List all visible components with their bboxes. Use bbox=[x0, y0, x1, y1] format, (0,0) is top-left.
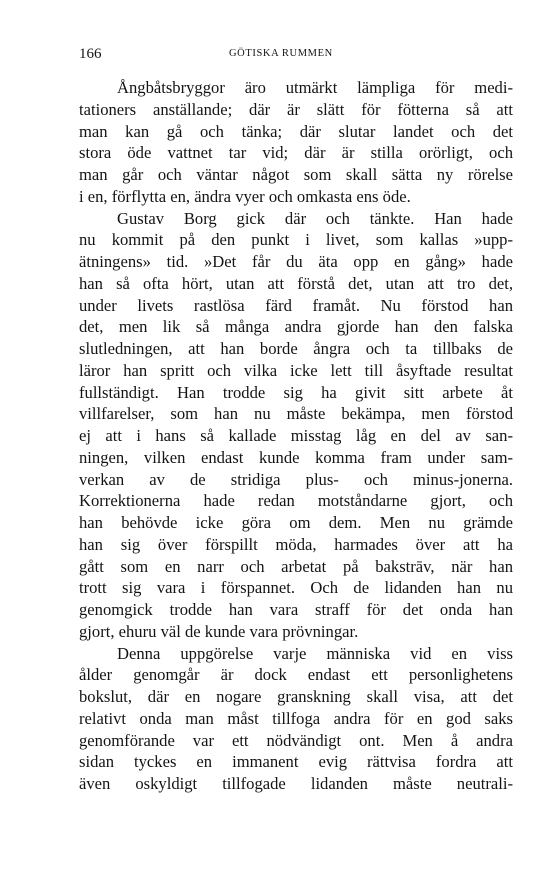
text-line: under livets rastlösa färd framåt. Nu förstod han bbox=[79, 295, 513, 315]
body-text bbox=[79, 77, 513, 795]
text-line: Ångbåtsbryggor äro utmärkt lämpliga för medi- bbox=[117, 78, 513, 97]
text-line: läror han spritt och vilka icke lett till åsyftade resultat bbox=[79, 360, 513, 380]
text-line: han så ofta hört, utan att förstå det, utan att tro det, bbox=[79, 273, 513, 293]
text-line: gått som en narr och arbetat på bakstrāv, när han bbox=[79, 556, 513, 576]
text-line: ej att i hans så kallade misstag låg en del av san- bbox=[79, 426, 513, 445]
text-line: tationers anställande; där är slätt för fötterna så att bbox=[79, 99, 513, 119]
text-line: trott sig vara i förspannet. Och de lidanden han nu bbox=[79, 578, 513, 598]
text-line: man kan gå och tänka; där slutar landet och det bbox=[79, 121, 513, 141]
text-line: ålder genomgår är dock endast ett personlighetens bbox=[79, 665, 513, 685]
text-line: Denna uppgörelse varje människa vid en viss bbox=[117, 643, 513, 663]
text-line: relativt onda man måst tillfoga andra för en god saks bbox=[79, 708, 513, 728]
text-line: ätningens» tid. »Det får du äta opp en gång» hade bbox=[79, 252, 513, 271]
text-line: man går och väntar något som skall sätta ny rörelse bbox=[79, 165, 513, 184]
text-line: verkan av de stridiga plus- och minus-jonerna. bbox=[79, 469, 513, 489]
text-line: Gustav Borg gick där och tänkte. Han hade bbox=[117, 208, 513, 228]
text-line: även oskyldigt tillfogade lidanden måste neutrali- bbox=[79, 774, 513, 793]
text-line: han sig över förspillt möda, harmades över att ha bbox=[79, 534, 513, 554]
text-line: gjort, ehuru väl de kunde vara prövningar. bbox=[79, 621, 359, 641]
text-line: genomgick trodde han vara straff för det onda han bbox=[79, 600, 513, 619]
text-line: det, men lik så många andra gjorde han den falska bbox=[79, 317, 513, 337]
text-line: bokslut, där en nogare granskning skall visa, att det bbox=[79, 687, 513, 706]
text-line: fullständigt. Han trodde sig ha givit sitt arbete åt bbox=[79, 382, 513, 402]
text-line: han behövde icke göra om dem. Men nu grämde bbox=[79, 513, 513, 532]
running-head bbox=[79, 46, 513, 66]
text-line: stora öde vattnet tar vid; där är stilla orörligt, och bbox=[79, 143, 513, 163]
text-line: sidan tyckes en immanent evig rättvisa fordra att bbox=[79, 752, 513, 772]
text-line: ningen, vilken endast kunde komma fram under sam- bbox=[79, 447, 513, 467]
text-line: genomförande var ett nödvändigt ont. Men å andra bbox=[79, 730, 513, 750]
running-title: GÖTISKA RUMMEN bbox=[229, 48, 333, 59]
text-line: villfarelser, som han nu måste bekämpa, men förstod bbox=[79, 404, 513, 424]
text-line: slutledningen, att han borde ångra och ta tillbaks de bbox=[79, 339, 513, 358]
page-number: 166 bbox=[79, 46, 102, 62]
text-line: nu kommit på den punkt i livet, som kallas »upp- bbox=[79, 230, 513, 250]
text-line: Korrektionerna hade redan motståndarne gjort, och bbox=[79, 491, 513, 511]
text-line: i en, förflytta en, ändra vyer och omkasta ens öde. bbox=[79, 186, 411, 206]
